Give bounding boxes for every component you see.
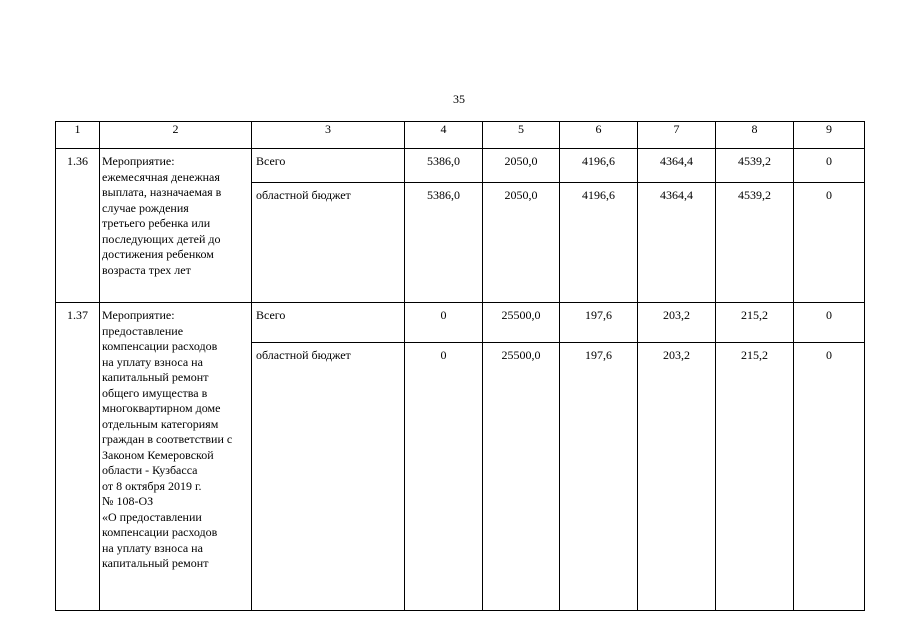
description-line: общего имущества в <box>102 385 208 400</box>
column-header: 6 <box>560 122 638 149</box>
budget-table <box>55 121 865 611</box>
value-cell: 4196,6 <box>560 183 638 303</box>
description-line: Мероприятие: <box>102 308 175 322</box>
value-cell: 4364,4 <box>638 183 716 303</box>
value-cell: 4196,6 <box>560 149 638 183</box>
row-description <box>100 149 252 303</box>
description-line: капитальный ремонт <box>102 370 209 384</box>
description-line: выплата, назначаемая в <box>102 185 222 199</box>
description-line: предоставление <box>102 323 184 338</box>
value-cell: 197,6 <box>560 343 638 611</box>
column-header: 2 <box>100 122 252 149</box>
description-line: Законом Кемеровской <box>102 447 214 462</box>
column-header: 1 <box>56 122 100 149</box>
value-cell: 215,2 <box>716 303 794 343</box>
description-line: № 108-ОЗ <box>102 494 154 508</box>
description-line: многоквартирном доме <box>102 401 221 415</box>
table-row <box>56 149 865 183</box>
value-cell: 25500,0 <box>483 303 560 343</box>
value-cell: 0 <box>794 149 865 183</box>
value-cell: 2050,0 <box>483 183 560 303</box>
row-description <box>100 303 252 611</box>
description-line: компенсации расходов <box>102 525 218 539</box>
value-cell: 2050,0 <box>483 149 560 183</box>
column-header: 5 <box>483 122 560 149</box>
value-cell: 4539,2 <box>716 149 794 183</box>
description-line: компенсации расходов <box>102 339 218 353</box>
value-cell: 5386,0 <box>405 183 483 303</box>
funding-source: областной бюджет <box>252 183 405 303</box>
value-cell: 25500,0 <box>483 343 560 611</box>
description-line: возраста трех лет <box>102 262 191 277</box>
column-header: 8 <box>716 122 794 149</box>
value-cell: 4539,2 <box>716 183 794 303</box>
value-cell: 4364,4 <box>638 149 716 183</box>
description-line: граждан в соответствии с <box>102 432 233 446</box>
row-code: 1.36 <box>56 149 100 303</box>
description-line: «О предоставлении <box>102 509 202 524</box>
description-line: области - Кузбасса <box>102 463 198 477</box>
description-line: ежемесячная денежная <box>102 169 220 184</box>
column-header: 4 <box>405 122 483 149</box>
value-cell: 0 <box>794 343 865 611</box>
description-line: капитальный ремонт <box>102 556 209 570</box>
description-line: отдельным категориям <box>102 416 219 431</box>
description-line: достижения ребенком <box>102 247 214 261</box>
table-header-row <box>56 122 865 149</box>
value-cell: 203,2 <box>638 343 716 611</box>
row-code: 1.37 <box>56 303 100 611</box>
table-row <box>56 303 865 343</box>
description-line: на уплату взноса на <box>102 540 203 555</box>
value-cell: 0 <box>405 303 483 343</box>
value-cell: 0 <box>794 183 865 303</box>
description-line: случае рождения <box>102 200 189 215</box>
description-line: третьего ребенка или <box>102 216 211 230</box>
column-header: 3 <box>252 122 405 149</box>
value-cell: 0 <box>405 343 483 611</box>
funding-source: Всего <box>252 303 405 343</box>
description-line: от 8 октября 2019 г. <box>102 478 202 493</box>
value-cell: 0 <box>794 303 865 343</box>
column-header: 7 <box>638 122 716 149</box>
value-cell: 5386,0 <box>405 149 483 183</box>
column-header: 9 <box>794 122 865 149</box>
description-line: последующих детей до <box>102 231 221 246</box>
value-cell: 215,2 <box>716 343 794 611</box>
funding-source: областной бюджет <box>252 343 405 611</box>
funding-source: Всего <box>252 149 405 183</box>
description-line: Мероприятие: <box>102 154 175 168</box>
description-line: на уплату взноса на <box>102 354 203 369</box>
page-number: 35 <box>453 92 465 106</box>
value-cell: 203,2 <box>638 303 716 343</box>
value-cell: 197,6 <box>560 303 638 343</box>
